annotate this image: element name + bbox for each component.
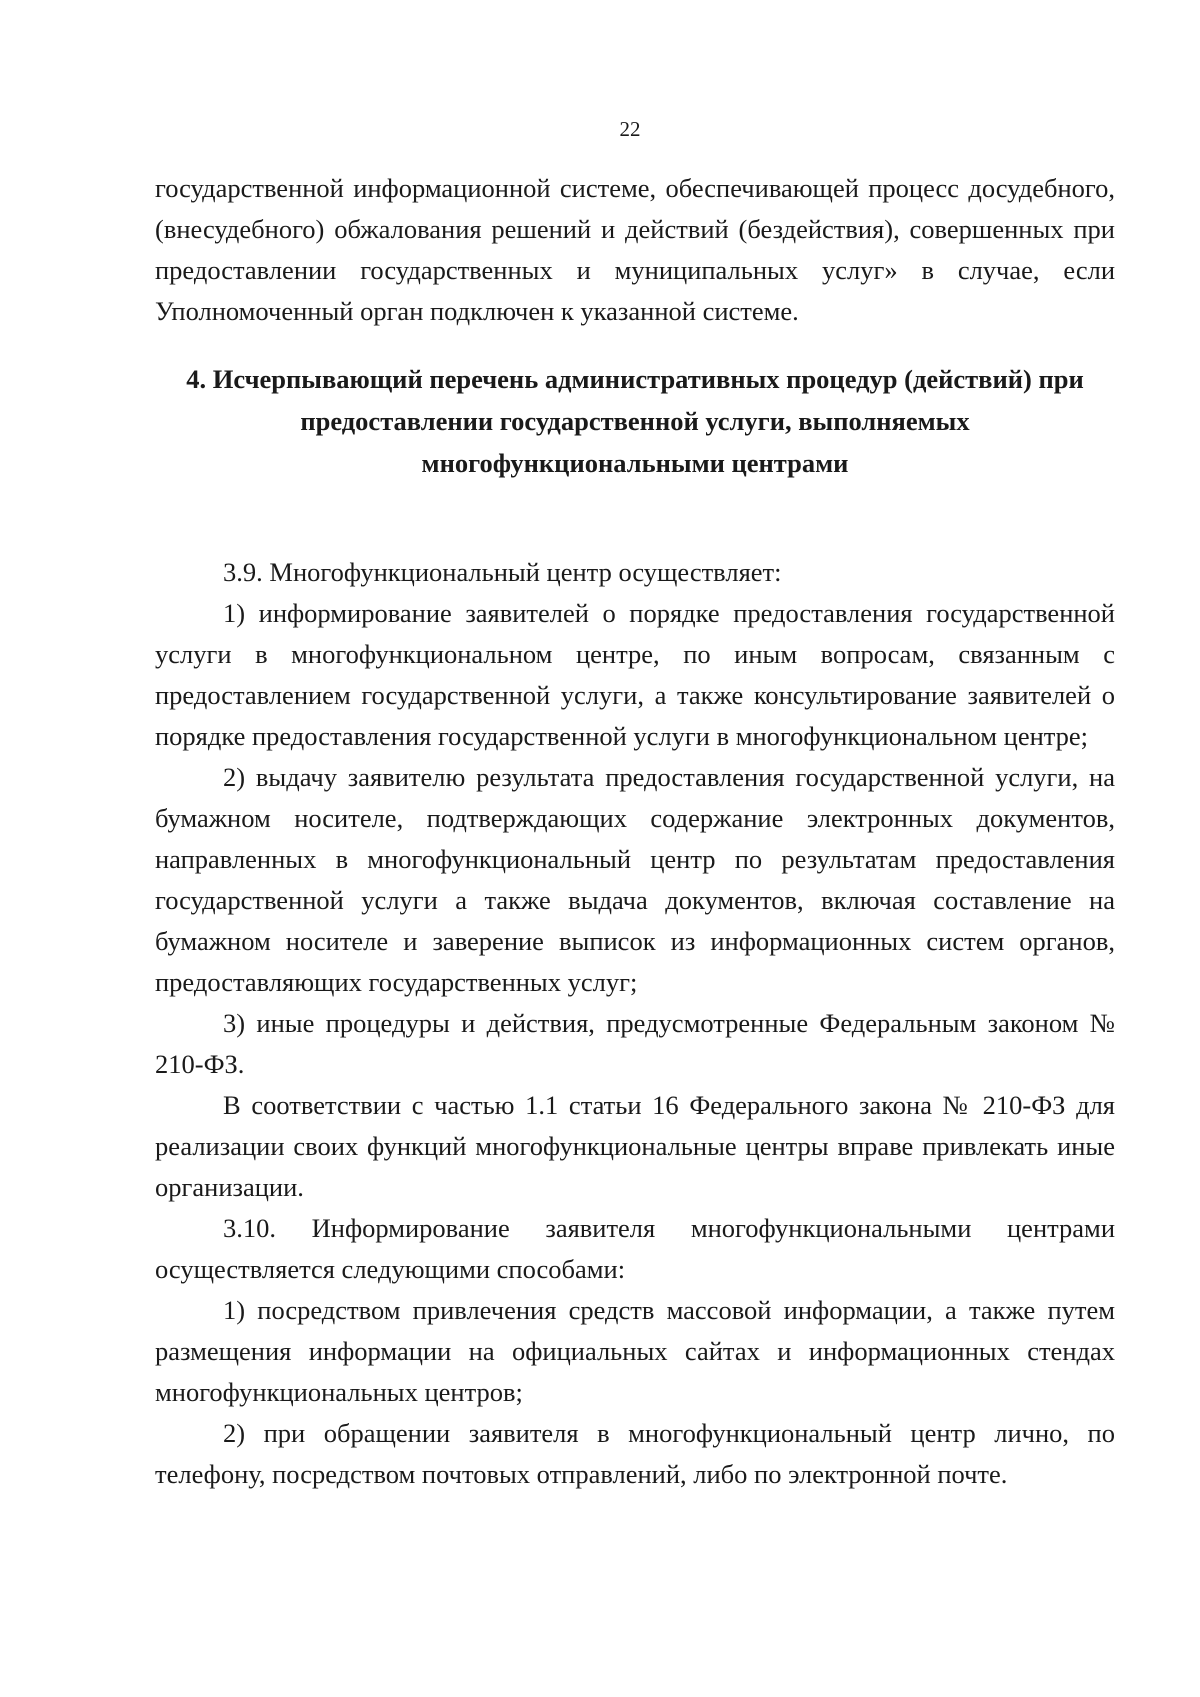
section-heading-line: предоставлении государственной услуги, выполняемых: [300, 406, 970, 436]
page-number: 22: [619, 117, 641, 141]
clause-3-10-item-2: 2) при обращении заявителя в многофункциональный центр лично, по телефону, посредством почтовых отправлений, либо по электронной почте.: [155, 1418, 1115, 1489]
intro-paragraph: государственной информационной системе, обеспечивающей процесс досудебного, (внесудебного) обжалования решений и действий (бездействия), совершенных при предоставлении государственных и муниципальных услуг» в случае, если Уполномоченный орган подключен к указанной системе.: [155, 173, 1115, 326]
clause-3-10-item-1: 1) посредством привлечения средств массовой информации, а также путем размещения информации на официальных сайтах и информационных стендах многофункциональных центров;: [155, 1295, 1115, 1407]
section-heading-line: 4. Исчерпывающий перечень административных процедур (действий) при: [186, 364, 1084, 394]
clause-3-10: 3.10. Информирование заявителя многофункциональными центрами осуществляется следующими способами:: [155, 1213, 1115, 1284]
law-reference-paragraph: В соответствии с частью 1.1 статьи 16 Федерального закона № 210-ФЗ для реализации своих функций многофункциональные центры вправе привлекать иные организации.: [155, 1090, 1115, 1202]
clause-3-9-item-3: 3) иные процедуры и действия, предусмотренные Федеральным законом № 210-ФЗ.: [155, 1008, 1115, 1079]
section-heading: [155, 358, 1115, 484]
section-heading-line: многофункциональными центрами: [421, 448, 849, 478]
document-body: [155, 168, 1115, 1495]
clause-3-9-item-2: 2) выдачу заявителю результата предоставления государственной услуги, на бумажном носителе, подтверждающих содержание электронных документов, направленных в многофункциональный центр по результатам предоставления государственной услуги а также выдача документов, включая составление на бумажном носителе и заверение выписок из информационных систем органов, предоставляющих государственных услуг;: [155, 762, 1115, 997]
clause-3-9-item-1: 1) информирование заявителей о порядке предоставления государственной услуги в многофункциональном центре, по иным вопросам, связанным с предоставлением государственной услуги, а также консультирование заявителей о порядке предоставления государственной услуги в многофункциональном центре;: [155, 598, 1115, 751]
clause-3-9: 3.9. Многофункциональный центр осуществляет:: [223, 557, 782, 587]
